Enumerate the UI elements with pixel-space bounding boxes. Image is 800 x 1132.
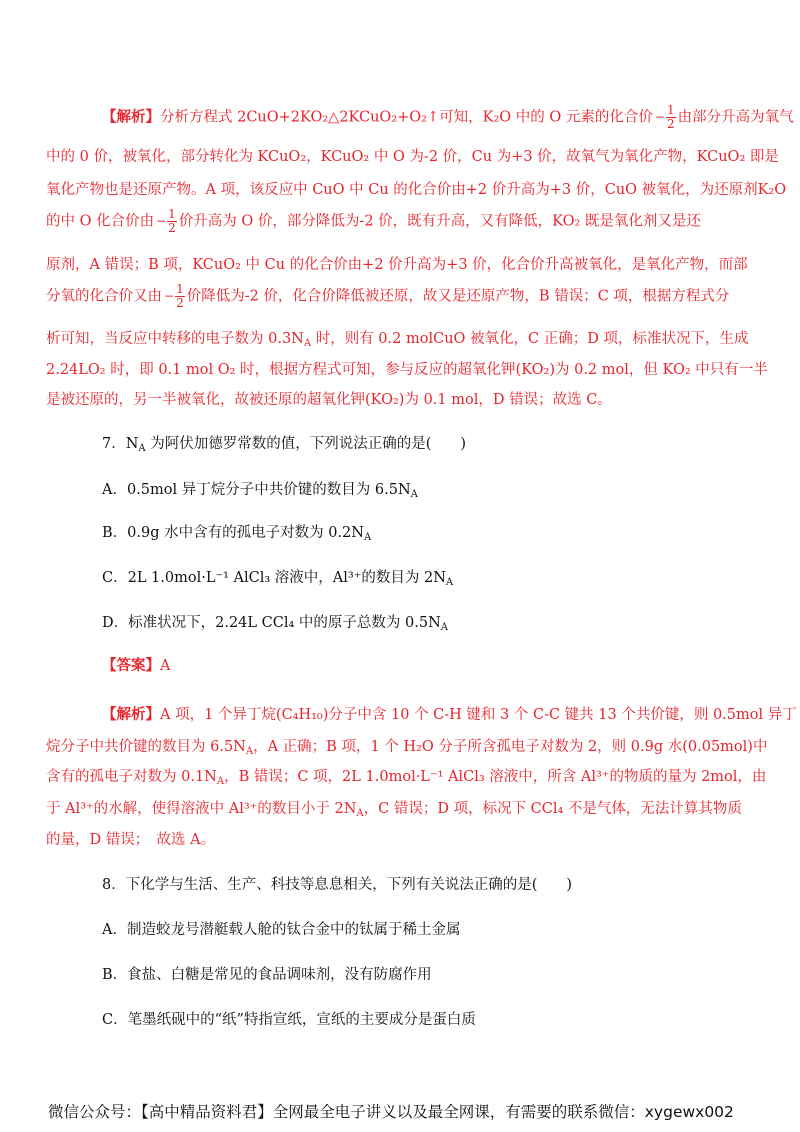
- question-8-option-a: A．制造蛟龙号潜艇载人舱的钛合金中的钛属于稀土金属: [102, 922, 461, 938]
- analysis-line: 是被还原的，另一半被氧化，故被还原的超氧化钾(KO₂)为 0.1 mol，D 错误；故选 C。: [46, 392, 612, 408]
- analysis-line: 2.24LO₂ 时，即 0.1 mol O₂ 时，根据方程式可知，参与反应的超氧化钾(KO₂)为 0.2 mol，但 KO₂ 中只有一半: [46, 362, 768, 378]
- analysis-line: 析可知，当反应中转移的电子数为 $0.3N_A$ 时，则有 0.2 molCuO 被氧化，C 正确；D 项，标准状况下，生成: [46, 331, 749, 349]
- analysis-line: 氧化产物也是还原产物。A 项，该反应中 CuO 中 Cu 的化合价由+2 价升高为+3 价，CuO 被氧化，为还原剂K₂O: [46, 182, 787, 198]
- question-7-stem: 7．$N_A$ 为阿伏加德罗常数的值，下列说法正确的是( ): [102, 436, 467, 454]
- analysis-line: 分析方程式 2CuO+2KO₂△2KCuO₂+O₂↑可知，K₂O 中的 O 元素的化合价: [160, 109, 653, 126]
- analysis-line: 含有的孤电子对数为 $0.1N_A$，B 错误；C 项，2L 1.0mol·L⁻¹ AlCl₃ 溶液中，所含 Al³⁺的物质的量为 2mol，由: [46, 769, 767, 787]
- question-7-option-a: A．0.5mol 异丁烷分子中共价键的数目为 $6.5N_A$: [102, 482, 418, 500]
- analysis-line: 的中 O 化合价由: [46, 213, 155, 230]
- analysis-tag: 【解析】: [102, 108, 160, 126]
- question-8-option-c: C．笔墨纸砚中的“纸”特指宣纸，宣纸的主要成分是蛋白质: [102, 1012, 476, 1028]
- question-8-option-b: B．食盐、白糖是常见的食品调味剂，没有防腐作用: [102, 967, 432, 983]
- analysis-line: 分氧的化合价又由: [46, 288, 162, 305]
- analysis-line: A 项，1 个异丁烷(C₄H₁₀)分子中含 10 个 C-H 键和 3 个 C-C 键共 13 个共价键，则 0.5mol 异丁: [160, 707, 797, 723]
- analysis-line: 由部分升高为氧气: [677, 109, 794, 126]
- analysis-line: 的量，D 错误； 故选 A。: [46, 832, 216, 848]
- fraction-minus-half: − $\frac{1}{2}$: [654, 103, 675, 131]
- analysis-line: 价降低为-2 价，化合价降低被还原，故又是还原产物，B 错误；C 项，根据方程式分: [186, 288, 730, 305]
- question-7-option-d: D．标准状况下，2.24L CCl₄ 中的原子总数为 $0.5N_A$: [102, 615, 448, 633]
- analysis-line: 烷分子中共价键的数目为 $6.5N_A$，A 正确；B 项，1 个 H₂O 分子所含孤电子对数为 2，则 0.9g 水(0.05mol)中: [46, 739, 768, 757]
- fraction-minus-half: − $\frac{1}{2}$: [156, 207, 176, 235]
- footer-promo: 微信公众号：【高中精品资料君】全网最全电子讲义以及最全网课，有需要的联系微信：xygewx002: [48, 1103, 734, 1121]
- answer-value: A: [160, 658, 171, 674]
- fraction-minus-half: − $\frac{1}{2}$: [164, 282, 184, 310]
- answer-tag: 【答案】: [102, 657, 160, 674]
- analysis-line: 中的 0 价，被氧化，部分转化为 KCuO₂，KCuO₂ 中 O 为-2 价，Cu 为+3 价，故氧气为氧化产物，KCuO₂ 即是: [46, 149, 779, 165]
- question-8-stem: 8．下化学与生活、生产、科技等息息相关，下列有关说法正确的是( ): [102, 877, 573, 893]
- question-7-option-c: C．2L 1.0mol·L⁻¹ AlCl₃ 溶液中，Al³⁺的数目为 $2N_A$: [102, 570, 454, 588]
- analysis-line: 于 Al³⁺的水解，使得溶液中 Al³⁺的数目小于 $2N_A$，C 错误；D 项，标况下 CCl₄ 不是气体，无法计算其物质: [46, 801, 742, 819]
- analysis-tag: 【解析】: [102, 706, 160, 723]
- analysis-line: 原剂，A 错误；B 项，KCuO₂ 中 Cu 的化合价由+2 价升高为+3 价，化合价升高被氧化，是氧化产物，而部: [46, 257, 748, 273]
- question-7-answer: [102, 654, 170, 675]
- question-7-option-b: B．0.9g 水中含有的孤电子对数为 $0.2N_A$: [102, 525, 372, 543]
- analysis-line: 价升高为 O 价，部分降低为-2 价，既有升高，又有降低，KO₂ 既是氧化剂又是还: [178, 213, 701, 230]
